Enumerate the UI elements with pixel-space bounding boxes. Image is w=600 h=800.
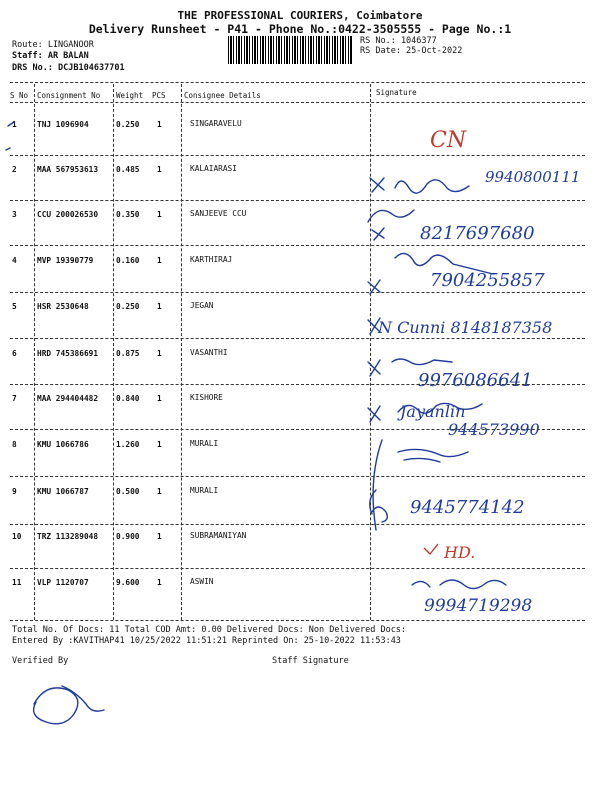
consignment-number: HSR 2530648 xyxy=(37,302,89,311)
consignment-number: HRD 745386691 xyxy=(37,349,99,358)
tick-mark xyxy=(368,280,380,294)
rs-number: RS No.: 1046377 xyxy=(360,36,437,46)
consignment-number: MAA 294404482 xyxy=(37,394,99,403)
row-sno: 7 xyxy=(12,394,17,403)
pcs-value: 1 xyxy=(157,120,162,129)
handwritten-signature: 9445774142 xyxy=(410,497,525,518)
pcs-value: 1 xyxy=(157,349,162,358)
verified-by-label: Verified By xyxy=(12,656,69,666)
row-sno: 2 xyxy=(12,165,17,174)
weight-value: 0.485 xyxy=(116,165,140,174)
row-sno: 4 xyxy=(12,256,17,265)
handwritten-signature: N Cunni 8148187358 xyxy=(378,318,553,337)
pcs-value: 1 xyxy=(157,165,162,174)
document-subtitle: Delivery Runsheet - P41 - Phone No.:0422-3505555 - Page No.:1 xyxy=(88,22,512,36)
row-sno: 1 xyxy=(12,120,17,129)
route-label: Route: LINGANOOR xyxy=(12,40,94,50)
consignee-name: KISHORE xyxy=(190,393,223,402)
consignee-name: ASWIN xyxy=(190,577,214,586)
consignee-name: VASANTHI xyxy=(190,348,228,357)
consignee-name: MURALI xyxy=(190,439,219,448)
tick-mark xyxy=(368,406,380,422)
consignee-name: MURALI xyxy=(190,486,219,495)
scribble-signature xyxy=(398,449,468,462)
consignment-number: TRZ 113289048 xyxy=(37,532,99,541)
consignee-name: SUBRAMANIYAN xyxy=(190,531,247,540)
scribble-signature xyxy=(395,253,493,274)
handwritten-signature: 8217697680 xyxy=(420,223,535,244)
row-sno: 5 xyxy=(12,302,17,311)
row-sno: 11 xyxy=(12,578,22,587)
pcs-value: 1 xyxy=(157,487,162,496)
consignment-number: TNJ 1096904 xyxy=(37,120,89,129)
handwritten-signature: 9940800111 xyxy=(485,168,581,186)
staff-label: Staff: AR BALAN xyxy=(12,51,89,61)
rs-date: RS Date: 25-Oct-2022 xyxy=(360,46,463,56)
row-sno: 6 xyxy=(12,349,17,358)
pcs-value: 1 xyxy=(157,394,162,403)
handwritten-signature: 944573990 xyxy=(448,420,540,439)
handwritten-signature: CN xyxy=(430,128,467,153)
drs-number: DRS No.: DCJB104637701 xyxy=(12,63,125,73)
weight-value: 0.350 xyxy=(116,210,140,219)
pcs-value: 1 xyxy=(157,256,162,265)
row-sno: 3 xyxy=(12,210,17,219)
totals-line: Total No. Of Docs: 11 Total COD Amt: 0.00 Delivered Docs: Non Delivered Docs: xyxy=(12,625,407,635)
document-title: THE PROFESSIONAL COURIERS, Coimbatore xyxy=(177,9,423,22)
weight-value: 0.875 xyxy=(116,349,140,358)
handwritten-signature: 9976086641 xyxy=(418,370,533,391)
consignment-number: MAA 567953613 xyxy=(37,165,99,174)
column-header: Consignment No xyxy=(37,91,101,100)
weight-value: 9.600 xyxy=(116,578,140,587)
weight-value: 0.250 xyxy=(116,302,140,311)
column-header: Signature xyxy=(376,88,417,97)
column-header: Consignee Details xyxy=(184,91,261,100)
row-sno: 10 xyxy=(12,532,22,541)
consignee-name: SINGARAVELU xyxy=(190,119,242,128)
tick-mark xyxy=(372,228,384,240)
pcs-value: 1 xyxy=(157,440,162,449)
consignment-number: MVP 19390779 xyxy=(37,256,94,265)
weight-value: 0.160 xyxy=(116,256,140,265)
consignee-name: KARTHIRAJ xyxy=(190,255,233,264)
consignee-name: SANJEEVE CCU xyxy=(190,209,247,218)
row-sno: 8 xyxy=(12,440,17,449)
weight-value: 0.250 xyxy=(116,120,140,129)
pcs-value: 1 xyxy=(157,302,162,311)
consignment-number: KMU 1066787 xyxy=(37,487,89,496)
column-header: PCS xyxy=(152,91,166,100)
scribble-signature xyxy=(398,403,482,413)
row-sno: 9 xyxy=(12,487,17,496)
tick-mark xyxy=(368,318,380,334)
consignment-number: CCU 200026530 xyxy=(37,210,99,219)
handwritten-signature: HD. xyxy=(444,543,476,562)
tick-mark xyxy=(370,178,384,192)
pcs-value: 1 xyxy=(157,578,162,587)
column-header: Weight xyxy=(116,91,144,100)
handwritten-signature: 9994719298 xyxy=(424,596,533,616)
weight-value: 0.500 xyxy=(116,487,140,496)
consignee-name: JEGAN xyxy=(190,301,214,310)
consignment-number: VLP 1120707 xyxy=(37,578,89,587)
weight-value: 0.840 xyxy=(116,394,140,403)
column-header: S No xyxy=(10,91,29,100)
scribble-signature xyxy=(412,580,506,589)
weight-value: 0.900 xyxy=(116,532,140,541)
consignment-number: KMU 1066786 xyxy=(37,440,89,449)
bracket-mark xyxy=(370,440,382,530)
consignee-name: KALAIARASI xyxy=(190,164,237,173)
tick-mark xyxy=(368,360,380,376)
entered-by-line: Entered By :KAVITHAP41 10/25/2022 11:51:21 Reprinted On: 25-10-2022 11:53:43 xyxy=(12,636,401,646)
weight-value: 1.260 xyxy=(116,440,140,449)
checkmark xyxy=(424,544,438,554)
signature-scribble xyxy=(6,122,14,150)
verified-signature xyxy=(34,686,104,724)
handwritten-signature: 7904255857 xyxy=(430,270,545,291)
scribble-signature xyxy=(392,359,452,365)
scribble-signature xyxy=(368,210,414,222)
staff-signature-label: Staff Signature xyxy=(272,656,349,666)
pcs-value: 1 xyxy=(157,210,162,219)
handwritten-signature: Jayanlin xyxy=(400,402,466,421)
pcs-value: 1 xyxy=(157,532,162,541)
scribble-signature xyxy=(395,180,469,193)
